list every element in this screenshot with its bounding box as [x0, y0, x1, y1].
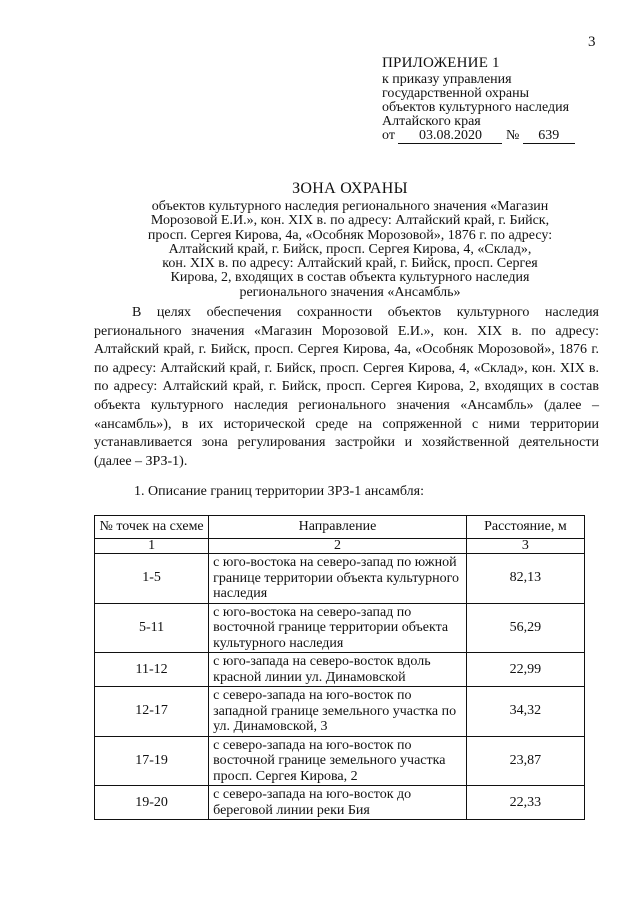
page-number: 3: [588, 34, 596, 50]
cell-points: 17-19: [95, 736, 209, 786]
cell-direction: с юго-востока на северо-запад по южной границе территории объекта культурного наследия: [209, 554, 467, 604]
table-row: [95, 554, 585, 604]
appendix-line: государственной охраны: [382, 86, 530, 101]
cell-distance: 23,87: [466, 736, 584, 786]
appendix-line: Алтайского края: [382, 114, 481, 129]
column-number-row: [95, 539, 585, 554]
subtitle-line: Кирова, 2, входящих в состав объекта культурного наследия: [170, 270, 530, 286]
cell-points: 5-11: [95, 603, 209, 653]
boundary-table: [94, 515, 585, 820]
order-date: 03.08.2020: [398, 129, 502, 144]
table-row: [95, 736, 585, 786]
column-number: 1: [95, 539, 209, 554]
subtitle-line: регионального значения «Ансамбль»: [239, 284, 461, 300]
cell-direction: с северо-запада на юго-восток до береговой линии реки Бия: [209, 786, 467, 820]
appendix-block: [382, 56, 622, 145]
from-label: от: [382, 128, 395, 143]
document-subtitle: [112, 200, 588, 300]
appendix-line: объектов культурного наследия: [382, 100, 570, 115]
appendix-title: ПРИЛОЖЕНИЕ 1: [382, 55, 500, 71]
header-direction: Направление: [209, 516, 467, 539]
subtitle-line: Алтайский край, г. Бийск, просп. Сергея Кирова, 4, «Склад»,: [168, 241, 532, 257]
column-number: 2: [209, 539, 467, 554]
cell-distance: 22,33: [466, 786, 584, 820]
cell-direction: с северо-запада на юго-восток по западной границе земельного участка по ул. Динамовской, 3: [209, 687, 467, 737]
header-distance: Расстояние, м: [466, 516, 584, 539]
cell-points: 12-17: [95, 687, 209, 737]
cell-points: 19-20: [95, 786, 209, 820]
document-title: ЗОНА ОХРАНЫ: [292, 180, 408, 197]
cell-distance: 22,99: [466, 653, 584, 687]
header-points: № точек на схеме: [95, 516, 209, 539]
cell-distance: 34,32: [466, 687, 584, 737]
cell-direction: с юго-востока на северо-запад по восточной границе территории объекта культурного наследия: [209, 603, 467, 653]
subtitle-line: просп. Сергея Кирова, 4а, «Особняк Морозовой», 1876 г. по адресу:: [147, 227, 553, 243]
main-paragraph: В целях обеспечения сохранности объектов культурного наследия регионального значения «Магазин Морозовой Е.И.», кон. XIX в. по адресу: Алтайский край, г. Бийск, просп. Сергея Кирова, 4а, «Особняк Морозовой», 1876 г. по адресу: Алтайский край, г. Бийск, просп. Сергея Кирова, 4, «Склад», кон. XIX в. по адресу: Алтайский край, г. Бийск, просп. Сергея Кирова, 2, входящих в состав объекта культурного наследия регионального значения «Ансамбль» (далее – «ансамбль»), в их исторической среде на сопряженной с ними территории устанавливается зона регулирования застройки и хозяйственной деятельности (далее – ЗРЗ-1).: [94, 305, 599, 469]
subtitle-line: Морозовой Е.И.», кон. XIX в. по адресу: Алтайский край, г. Бийск,: [150, 213, 550, 229]
subtitle-line: объектов культурного наследия регионального значения «Магазин: [151, 199, 549, 214]
appendix-line: к приказу управления: [382, 72, 512, 87]
cell-direction: с юго-запада на северо-восток вдоль красной линии ул. Динамовской: [209, 653, 467, 687]
cell-points: 1-5: [95, 554, 209, 604]
table-row: [95, 653, 585, 687]
number-sign: №: [505, 128, 520, 143]
cell-distance: 82,13: [466, 554, 584, 604]
cell-direction: с северо-запада на юго-восток по восточной границе земельного участка просп. Сергея Кирова, 2: [209, 736, 467, 786]
section-heading: 1. Описание границ территории ЗРЗ-1 ансамбля:: [134, 484, 424, 499]
order-number: 639: [523, 129, 575, 144]
order-date-number: [382, 129, 622, 145]
table-row: [95, 786, 585, 820]
cell-distance: 56,29: [466, 603, 584, 653]
subtitle-line: кон. XIX в. по адресу: Алтайский край, г. Бийск, просп. Сергея: [162, 256, 538, 272]
table-row: [95, 687, 585, 737]
table-header-row: [95, 516, 585, 539]
title-block: [112, 180, 588, 300]
cell-points: 11-12: [95, 653, 209, 687]
column-number: 3: [466, 539, 584, 554]
table-row: [95, 603, 585, 653]
